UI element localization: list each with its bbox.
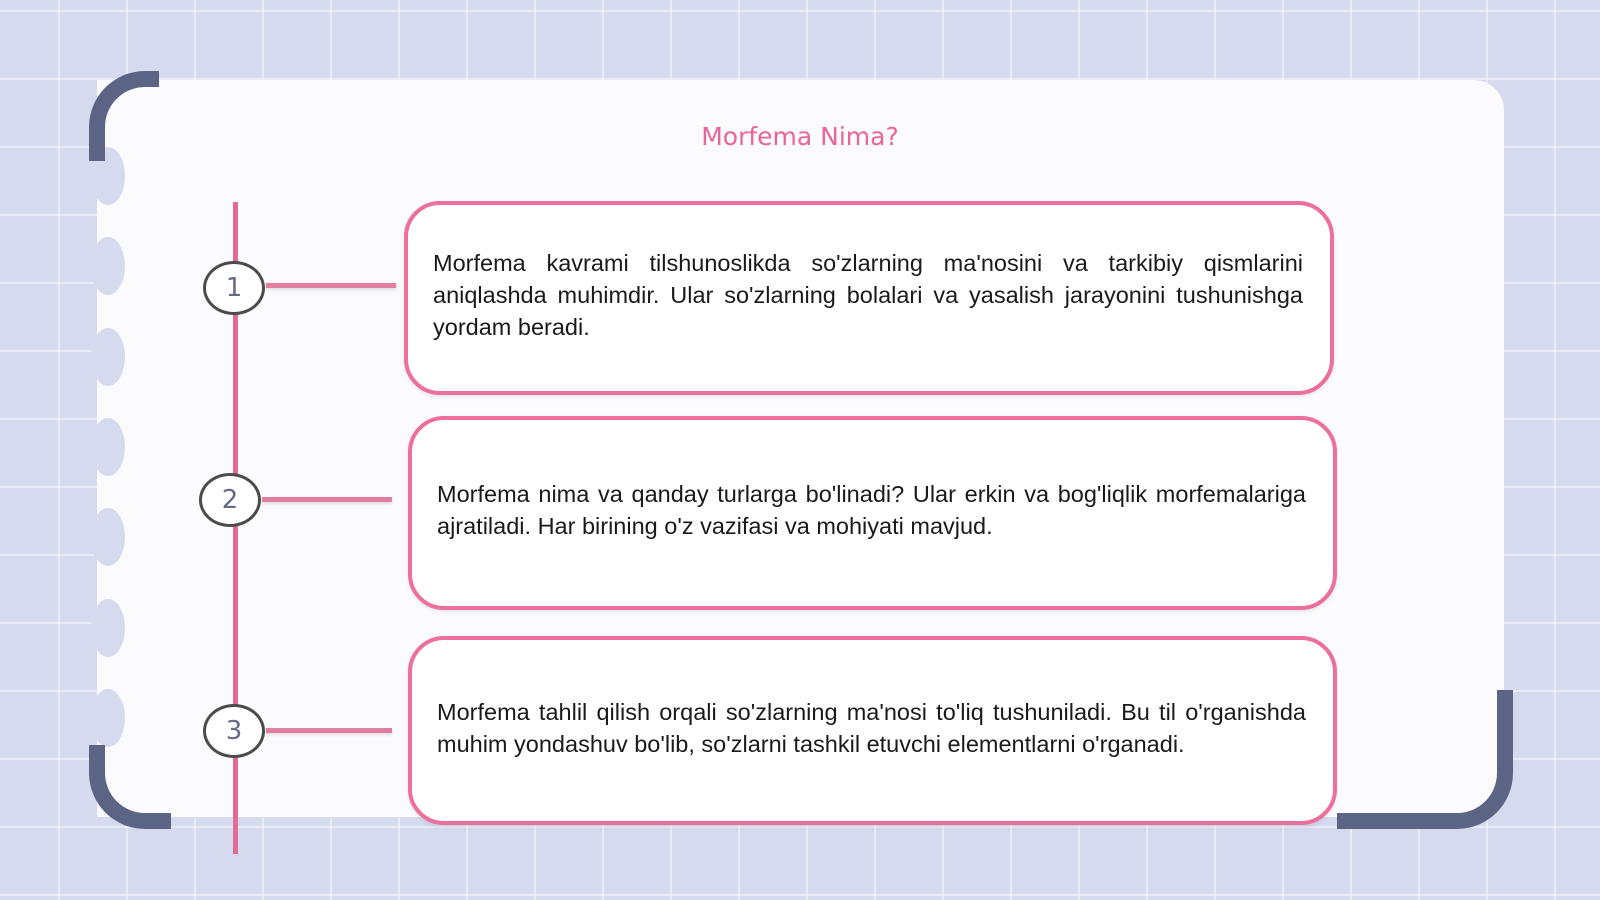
content-box-1 <box>404 201 1334 395</box>
timeline-connector-3 <box>266 728 392 733</box>
content-box-2 <box>408 416 1337 610</box>
step-number-3: 3 <box>203 704 265 758</box>
timeline-connector-1 <box>266 283 396 288</box>
corner-bracket-bottom-right <box>1337 690 1513 829</box>
card-scallop <box>91 689 125 747</box>
card-scallop <box>91 237 125 295</box>
card-scallop <box>91 328 125 386</box>
content-text-1: Morfema kavrami tilshunoslikda so'zlarning ma'nosini va tarkibiy qismlarini aniqlashda muhimdir. Ular so'zlarning bolalari va yasalish jarayonini tushunishga yordam beradi. <box>433 250 1303 340</box>
card-scallop <box>91 418 125 476</box>
slide-title: Morfema Nima? <box>701 122 899 151</box>
content-text-2: Morfema nima va qanday turlarga bo'linadi? Ular erkin va bog'liqlik morfemalariga ajratiladi. Har birining o'z vazifasi va mohiyati mavjud. <box>437 481 1306 539</box>
card-scallop <box>91 508 125 566</box>
timeline-connector-2 <box>262 497 392 502</box>
card-scallop <box>91 599 125 657</box>
step-number-2: 2 <box>199 473 261 527</box>
step-number-1: 1 <box>203 261 265 315</box>
content-box-3 <box>408 636 1337 825</box>
content-text-3: Morfema tahlil qilish orqali so'zlarning ma'nosi to'liq tushuniladi. Bu til o'rganishda muhim yondashuv bo'lib, so'zlarni tashkil etuvchi elementlarni o'rganadi. <box>437 698 1306 757</box>
